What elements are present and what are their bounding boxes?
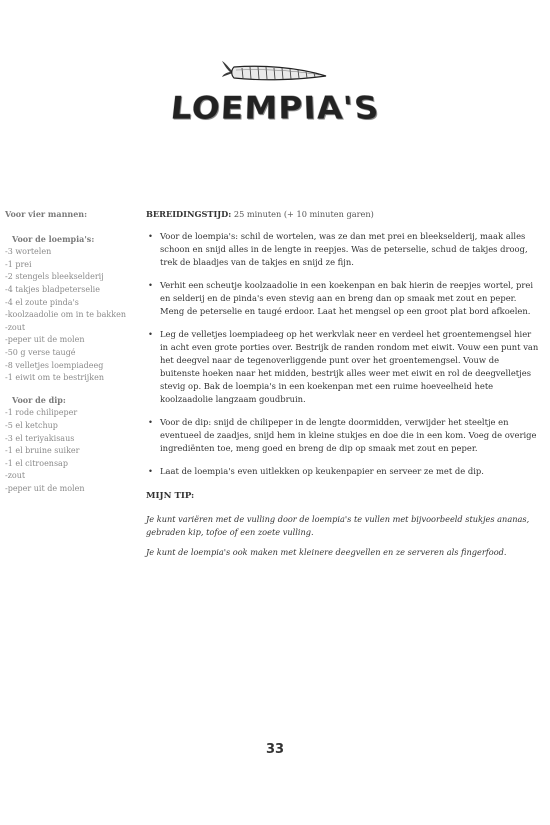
ingredient-item: -1 el bruine suiker — [5, 446, 80, 456]
ingredient-item: -2 stengels bleekselderij — [5, 272, 104, 282]
ingredient-item: -zout — [5, 322, 26, 332]
tip-heading: MIJN TIP: — [146, 491, 195, 501]
ingredients-list — [5, 246, 133, 385]
instruction-step: • Verhit een scheutje koolzaadolie in een koekenpan en bak hierin de reepjes wortel, prei en selderij en de pinda's even stevig aan en breng dan op smaak met zout en peper. Meng de peterselie en taugé erdoor. Laat het mengsel op een groot plat bord afkoelen. — [146, 279, 540, 318]
ingredient-item: -1 prei — [5, 259, 32, 269]
ingredient-item: -3 wortelen — [5, 247, 52, 257]
ingredient-item: -50 g verse taugé — [5, 347, 76, 357]
ingredient-item: -3 el teriyakisaus — [5, 433, 75, 443]
ingredient-item: -4 el zoute pinda's — [5, 297, 79, 307]
ingredient-item: -8 velletjes loempiadeeg — [5, 360, 104, 370]
instruction-steps — [146, 230, 540, 478]
ingredients-sidebar — [5, 208, 133, 504]
ingredient-item: -peper uit de molen — [5, 335, 85, 345]
instruction-step: • Leg de velletjes loempiadeeg op het werkvlak neer en verdeel het groentemengsel hier in acht even grote porties over. Bestrijk de randen rondom met eiwit. Vouw een punt van het deegvel naar de tegenoverliggende punt over het groentemengsel. Vouw de buitenste hoeken naar het midden, bestrijk alles weer met eiwit en rol de deegvelletjes stevig op. Bak de loempia's in een koekenpan met een ruime hoeveelheid hete koolzaadolie langzaam goudbruin. — [146, 328, 540, 406]
servings-heading: Voor vier mannen: — [5, 209, 88, 219]
dip-group-title: Voor de dip: — [12, 394, 66, 405]
ingredient-item: -zout — [5, 471, 26, 481]
dip-ingredients-list — [5, 407, 133, 495]
prep-time — [146, 208, 540, 221]
prep-time-value: 25 minuten (+ 10 minuten garen) — [233, 209, 374, 219]
tip-text: Je kunt variëren met de vulling door de loempia's te vullen met bijvoorbeeld stukjes ananas, gebraden kip, tofoe of een zoete vulling. — [146, 514, 530, 537]
instruction-step: • Laat de loempia's even uitlekken op keukenpapier en serveer ze met de dip. — [146, 465, 540, 478]
prep-time-label: BEREIDINGSTIJD: — [146, 209, 232, 219]
carrot-illustration — [222, 58, 328, 88]
ingredient-item: -peper uit de molen — [5, 483, 85, 493]
ingredient-item: -5 el ketchup — [5, 420, 58, 430]
tip-text: Je kunt de loempia's ook maken met kleinere deegvellen en ze serveren als fingerfood. — [146, 547, 507, 557]
page-title: LOEMPIA'S — [168, 89, 382, 127]
ingredients-group-title: Voor de loempia's: — [12, 233, 95, 244]
ingredient-item: -1 el citroensap — [5, 458, 68, 468]
ingredient-item: -1 eiwit om te bestrijken — [5, 373, 105, 383]
instruction-step: • Voor de loempia's: schil de wortelen, was ze dan met prei en bleekselderij, maak alles schoon en snijd alles in de lengte in reepjes. Was de peterselie, schud de takjes droog, trek de blaadjes van de takjes en snijd ze fijn. — [146, 230, 540, 269]
ingredient-item: -4 takjes bladpeterselie — [5, 284, 100, 294]
recipe-body — [146, 208, 540, 566]
ingredient-item: -1 rode chilipeper — [5, 408, 78, 418]
instruction-step: • Voor de dip: snijd de chilipeper in de lengte doormidden, verwijder het steeltje en eventueel de zaadjes, snijd hem in kleine stukjes en doe die in een kom. Voeg de overige ingrediënten toe, meng goed en breng de dip op smaak met zout en peper. — [146, 416, 540, 455]
page-number: 33 — [265, 742, 285, 757]
ingredient-item: -koolzaadolie om in te bakken — [5, 310, 126, 320]
